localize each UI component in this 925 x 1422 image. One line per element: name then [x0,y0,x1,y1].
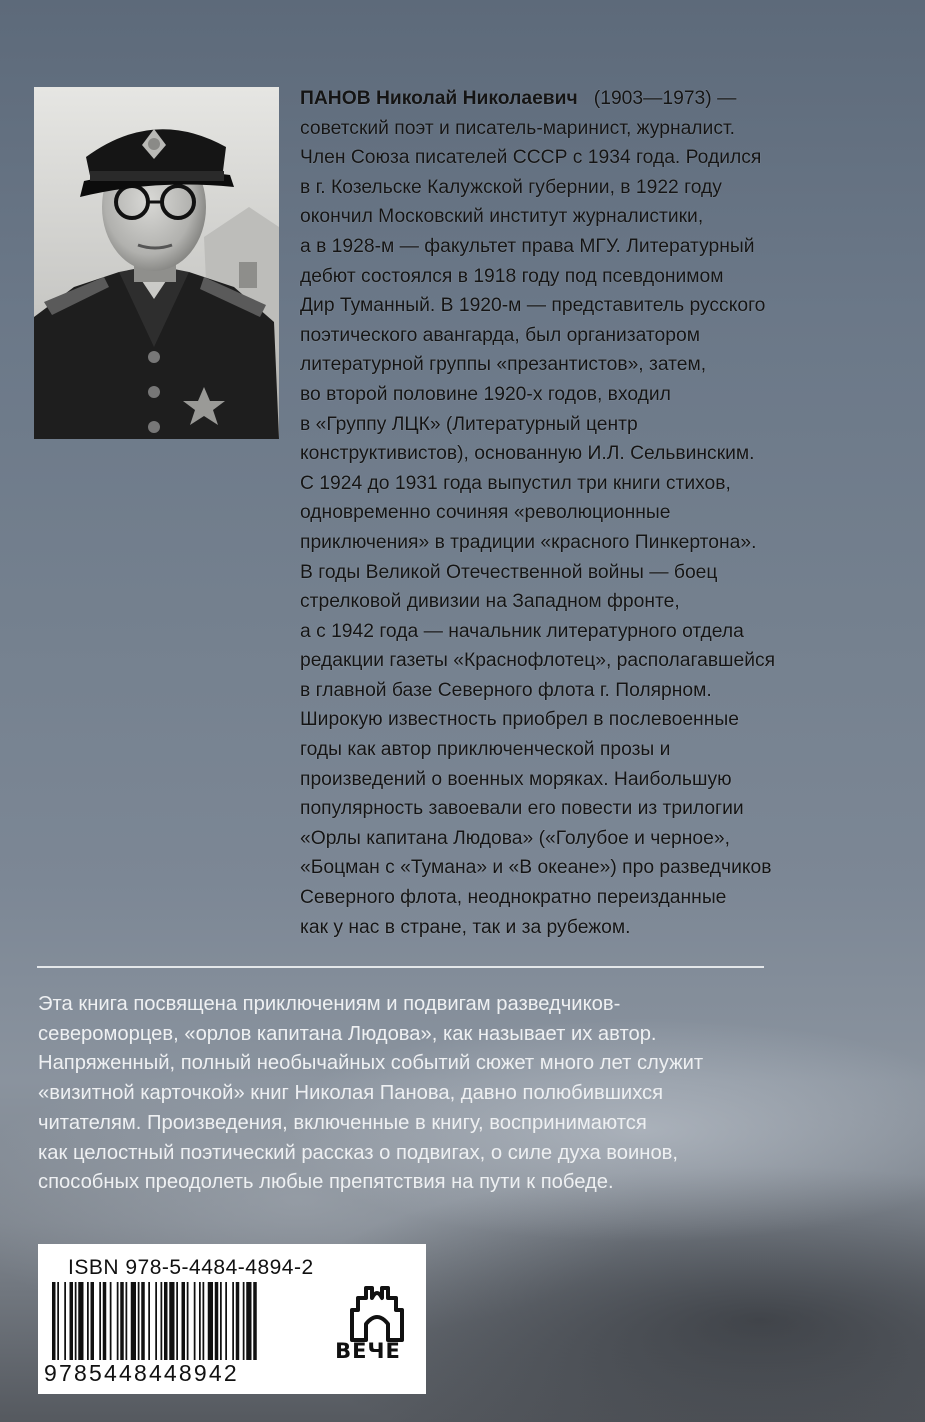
barcode-bar [161,1282,163,1360]
barcode-bar [110,1282,112,1360]
bio-first-line [300,84,810,114]
bio-line: а в 1928-м — факультет права МГУ. Литературный [300,235,755,257]
barcode-bar [194,1282,196,1360]
barcode-bar [169,1282,174,1360]
barcode-bar [70,1282,74,1360]
annotation-line: Эта книга посвящена приключениям и подвигам разведчиков- [38,993,621,1015]
bio-line: редакции газеты «Краснофлотец», располагавшейся [300,650,776,672]
annotation-line: читателям. Произведения, включенные в книгу, воспринимаются [38,1111,647,1134]
book-annotation [38,990,778,1198]
barcode-bar [91,1282,95,1360]
barcode-bar [120,1282,124,1360]
barcode-bar [182,1282,186,1360]
bio-line: приключения» в традиции «красного Пинкертона». [300,531,757,553]
bio-line: в главной базе Северного флота г. Полярном. [300,679,712,701]
bio-line: стрелковой дивизии на Западном фронте, [300,591,680,613]
isbn-barcode-block [38,1244,426,1394]
author-biography [300,84,810,942]
barcode-bar [103,1282,107,1360]
annotation-line: североморцев, «орлов капитана Людова», как называет их автор. [38,1022,657,1045]
barcode-bar [199,1282,201,1360]
barcode-bar [99,1282,101,1360]
barcode-bar [75,1282,77,1360]
annotation-line: как целостный поэтический рассказ о подвигах, о силе духа воинов, [38,1141,679,1164]
bio-line: советский поэт и писатель-маринист, журналист. [300,117,736,139]
barcode-bar [57,1282,59,1360]
bio-line: поэтического авангарда, был организатором [300,324,700,346]
barcode-bar [208,1282,213,1360]
bio-line: конструктивистов), основанную И.Л. Сельвинским. [300,443,755,465]
barcode-bar [148,1282,150,1360]
barcode-bar [253,1282,257,1360]
bio-line: годы как автор приключенческой прозы и [300,739,671,761]
bio-line: Член Союза писателей СССР с 1934 года. Родился [300,147,762,169]
barcode-bar [141,1282,145,1360]
barcode-bar [164,1282,168,1360]
annotation-line: способных преодолеть любые препятствия на пути к победе. [38,1171,614,1194]
barcode-bar [64,1282,66,1360]
author-years: (1903—1973) — [593,88,737,109]
bio-line: в «Группу ЛЦК» (Литературный центр [300,413,638,435]
bio-line: «Боцман с «Тумана» и «В океане») про разведчиков [300,857,772,879]
barcode-bar [138,1282,140,1360]
bio-line: в г. Козельске Калужской губернии, в 1922 году [300,176,722,198]
bio-line: Дир Туманный. В 1920-м — представитель русского [300,295,766,317]
barcode-bar [87,1282,89,1360]
author-portrait-photo [34,87,279,439]
barcode-bar [52,1282,56,1360]
bio-line: литературной группы «презантистов», затем, [300,354,707,376]
barcode-image [52,1282,312,1362]
bio-line: окончил Московский институт журналистики, [300,206,704,228]
barcode-digits: 9785448448942 [44,1360,239,1386]
bio-line: Широкую известность приобрел в послевоенные [300,709,739,731]
kremlin-tower-logo-icon [348,1284,406,1342]
barcode-bar [225,1282,227,1360]
author-portrait-image [34,87,279,439]
barcode-bar [78,1282,83,1360]
bio-line: дебют состоялся в 1918 году под псевдонимом [300,265,724,287]
annotation-line: Напряженный, полный необычайных событий сюжет много лет служит [38,1052,704,1075]
bio-line: произведений о военных моряках. Наибольшую [300,768,732,790]
bio-line: одновременно сочиняя «революционные [300,502,671,524]
section-divider [37,966,764,968]
bio-line: во второй половине 1920-х годов, входил [300,383,671,405]
barcode-bar [246,1282,251,1360]
bio-line: С 1924 до 1931 года выпустил три книги стихов, [300,472,731,494]
bio-line: а с 1942 года — начальник литературного отдела [300,620,744,642]
bio-line: «Орлы капитана Людова» («Голубое и черное», [300,827,730,849]
barcode-bar [215,1282,219,1360]
bio-line: как у нас в стране, так и за рубежом. [300,916,631,938]
barcode-bar [220,1282,222,1360]
annotation-line: «визитной карточкой» книг Николая Панова, давно полюбившихся [38,1082,664,1105]
barcode-bar [187,1282,189,1360]
barcode-bar [176,1282,178,1360]
barcode-bar [236,1282,240,1360]
barcode-bar [232,1282,234,1360]
publisher-logo-text: ВЕЧЕ [335,1339,401,1363]
bio-line: В годы Великой Отечественной войны — боец [300,561,718,583]
barcode-bar [131,1282,136,1360]
isbn-label: ISBN 978-5-4484-4894-2 [68,1256,314,1279]
barcode-bar [126,1282,128,1360]
bio-line: популярность завоевали его повести из трилогии [300,798,744,820]
bio-line: Северного флота, неоднократно переизданные [300,887,727,909]
barcode-bar [203,1282,205,1360]
author-name: ПАНОВ Николай Николаевич [300,88,578,109]
barcode-bar [117,1282,119,1360]
barcode-bar [155,1282,157,1360]
barcode-bar [243,1282,245,1360]
